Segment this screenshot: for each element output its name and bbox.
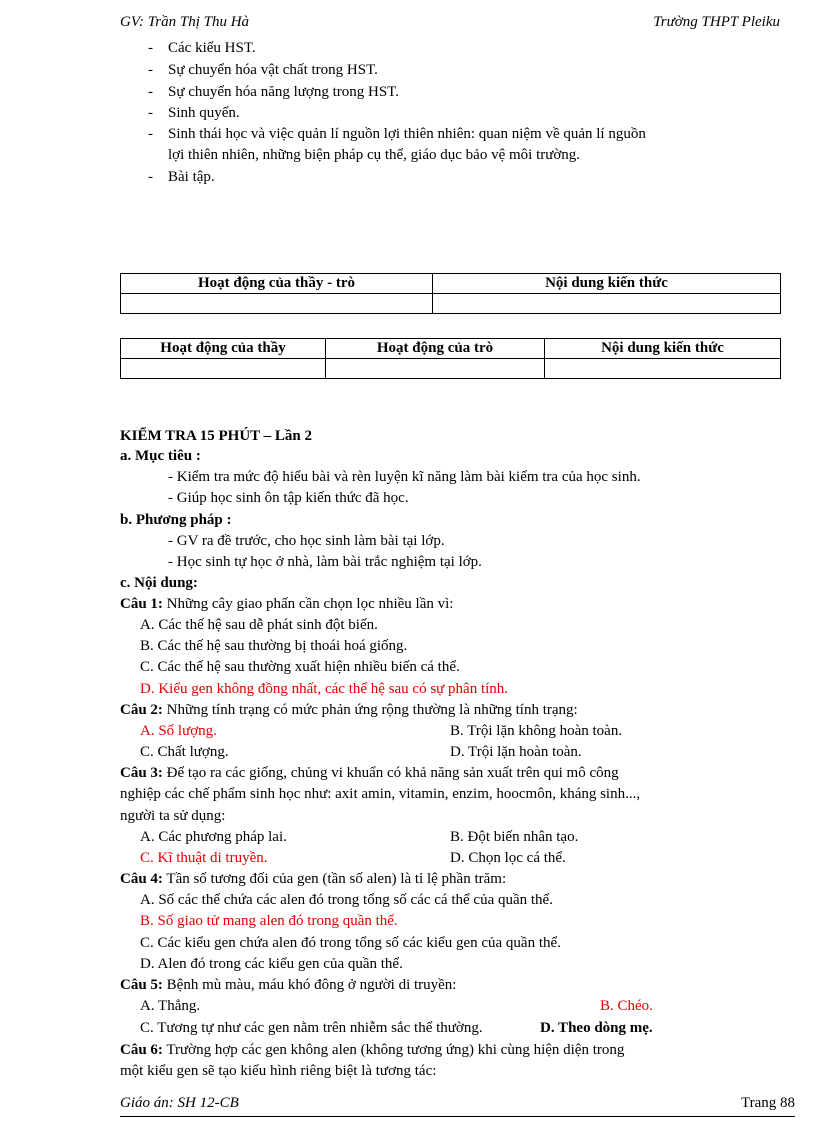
topic-item: Sinh thái học và việc quản lí nguồn lợi thiên nhiên: quan niệm về quản lí nguồn (168, 126, 646, 142)
topic-item: Sự chuyển hóa vật chất trong HST. (168, 62, 378, 78)
question-text: Tần số tương đối của gen (tần số alen) là tỉ lệ phần trăm: (162, 871, 507, 887)
test-title: KIỂM TRA 15 PHÚT – Lần 2 (120, 428, 312, 444)
table-cell (121, 294, 433, 314)
question (120, 700, 578, 721)
method-item: - GV ra đề trước, cho học sinh làm bài tại lớp. (168, 533, 445, 549)
bullet-marker: - (148, 84, 153, 100)
topic-item: Các kiểu HST. (168, 40, 256, 56)
question-label: Câu 5: (120, 977, 163, 993)
answer-option: A. Số các thể chứa các alen đó trong tổng số các cá thể của quần thể. (140, 892, 553, 908)
answer-option: B. Đột biến nhân tạo. (450, 829, 579, 845)
table-header-cell: Hoạt động của thầy (121, 339, 326, 359)
objective-item: - Giúp học sinh ôn tập kiến thức đã học. (168, 490, 409, 506)
method-item: - Học sinh tự học ở nhà, làm bài trắc nghiệm tại lớp. (168, 554, 482, 570)
footer-divider (120, 1116, 795, 1117)
question (120, 1040, 624, 1061)
page-footer (120, 1095, 795, 1119)
section-heading: c. Nội dung: (120, 575, 198, 591)
table-cell (545, 359, 781, 379)
question (120, 975, 456, 996)
question-label: Câu 1: (120, 596, 163, 612)
question-text-continued: người ta sử dụng: (120, 808, 226, 824)
question (120, 869, 506, 890)
topic-item-continued: lợi thiên nhiên, những biện pháp cụ thể, giáo dục bảo vệ môi trường. (168, 147, 581, 163)
bullet-marker: - (148, 62, 153, 78)
question-label: Câu 6: (120, 1042, 163, 1058)
topic-item: Sinh quyển. (168, 105, 240, 121)
topic-item: Sự chuyển hóa năng lượng trong HST. (168, 84, 399, 100)
question-text-continued: nghiệp các chế phẩm sinh học như: axit amin, vitamin, enzim, hoocmôn, kháng sinh..., (120, 786, 641, 802)
question-text: Bệnh mù màu, máu khó đông ở người di truyền: (162, 977, 457, 993)
answer-option: C. Các thế hệ sau thường xuất hiện nhiều biến cá thể. (140, 659, 460, 675)
correct-answer-option: C. Kĩ thuật di truyền. (140, 850, 268, 866)
answer-option: D. Trội lặn hoàn toàn. (450, 744, 582, 760)
answer-option: A. Các thế hệ sau dễ phát sinh đột biến. (140, 617, 378, 633)
question-text: Trường hợp các gen không alen (không tương ứng) khi cùng hiện diện trong (162, 1042, 625, 1058)
lesson-plan-label: Giáo án: SH 12-CB (120, 1095, 239, 1111)
correct-answer-option: B. Số giao tử mang alen đó trong quần thể. (140, 913, 398, 929)
question-text: Những cây giao phấn cần chọn lọc nhiều lần vì: (162, 596, 454, 612)
answer-option: C. Các kiểu gen chứa alen đó trong tổng số các kiểu gen của quần thể. (140, 935, 561, 951)
bullet-marker: - (148, 169, 153, 185)
table-cell (326, 359, 545, 379)
activity-table-two-column (120, 273, 781, 314)
question-label: Câu 4: (120, 871, 163, 887)
topic-item: Bài tập. (168, 169, 215, 185)
correct-answer-option: D. Kiểu gen không đồng nhất, các thế hệ sau có sự phân tính. (140, 681, 509, 697)
answer-option: B. Các thế hệ sau thường bị thoái hoá giống. (140, 638, 408, 654)
question-label: Câu 3: (120, 765, 163, 781)
teacher-name: GV: Trần Thị Thu Hà (120, 14, 250, 30)
question-label: Câu 2: (120, 702, 163, 718)
question-text-continued: một kiểu gen sẽ tạo kiểu hình riêng biệt là tương tác: (120, 1063, 437, 1079)
question-text: Để tạo ra các giống, chủng vi khuẩn có khả năng sản xuất trên qui mô công (162, 765, 619, 781)
table-cell (121, 359, 326, 379)
correct-answer-option: B. Chéo. (600, 998, 653, 1014)
answer-option: D. Chọn lọc cá thể. (450, 850, 566, 866)
bullet-marker: - (148, 40, 153, 56)
answer-option: D. Alen đó trong các kiểu gen của quần thể. (140, 956, 403, 972)
table-header-cell: Nội dung kiến thức (433, 274, 781, 294)
table-cell (433, 294, 781, 314)
question (120, 594, 453, 615)
bullet-marker: - (148, 126, 153, 142)
question (120, 763, 619, 784)
table-header-cell: Hoạt động của thầy - trò (121, 274, 433, 294)
page-number: Trang 88 (740, 1095, 795, 1111)
answer-option: A. Thẳng. (140, 998, 201, 1014)
correct-answer-option: A. Số lượng. (140, 723, 217, 739)
table-header-cell: Nội dung kiến thức (545, 339, 781, 359)
objective-item: - Kiểm tra mức độ hiểu bài và rèn luyện kĩ năng làm bài kiểm tra của học sinh. (168, 469, 641, 485)
answer-option: D. Theo dòng mẹ. (540, 1020, 653, 1036)
answer-option: C. Chất lượng. (140, 744, 229, 760)
activity-table-three-column (120, 338, 781, 379)
question-text: Những tính trạng có mức phản ứng rộng thường là những tính trạng: (162, 702, 578, 718)
section-heading: a. Mục tiêu : (120, 448, 201, 464)
page-header (120, 14, 780, 36)
bullet-marker: - (148, 105, 153, 121)
table-header-cell: Hoạt động của trò (326, 339, 545, 359)
school-name: Trường THPT Pleiku (653, 14, 780, 30)
section-heading: b. Phương pháp : (120, 512, 232, 528)
answer-option: A. Các phương pháp lai. (140, 829, 287, 845)
answer-option: C. Tương tự như các gen nằm trên nhiễm sắc thể thường. (140, 1020, 483, 1036)
answer-option: B. Trội lặn không hoàn toàn. (450, 723, 623, 739)
